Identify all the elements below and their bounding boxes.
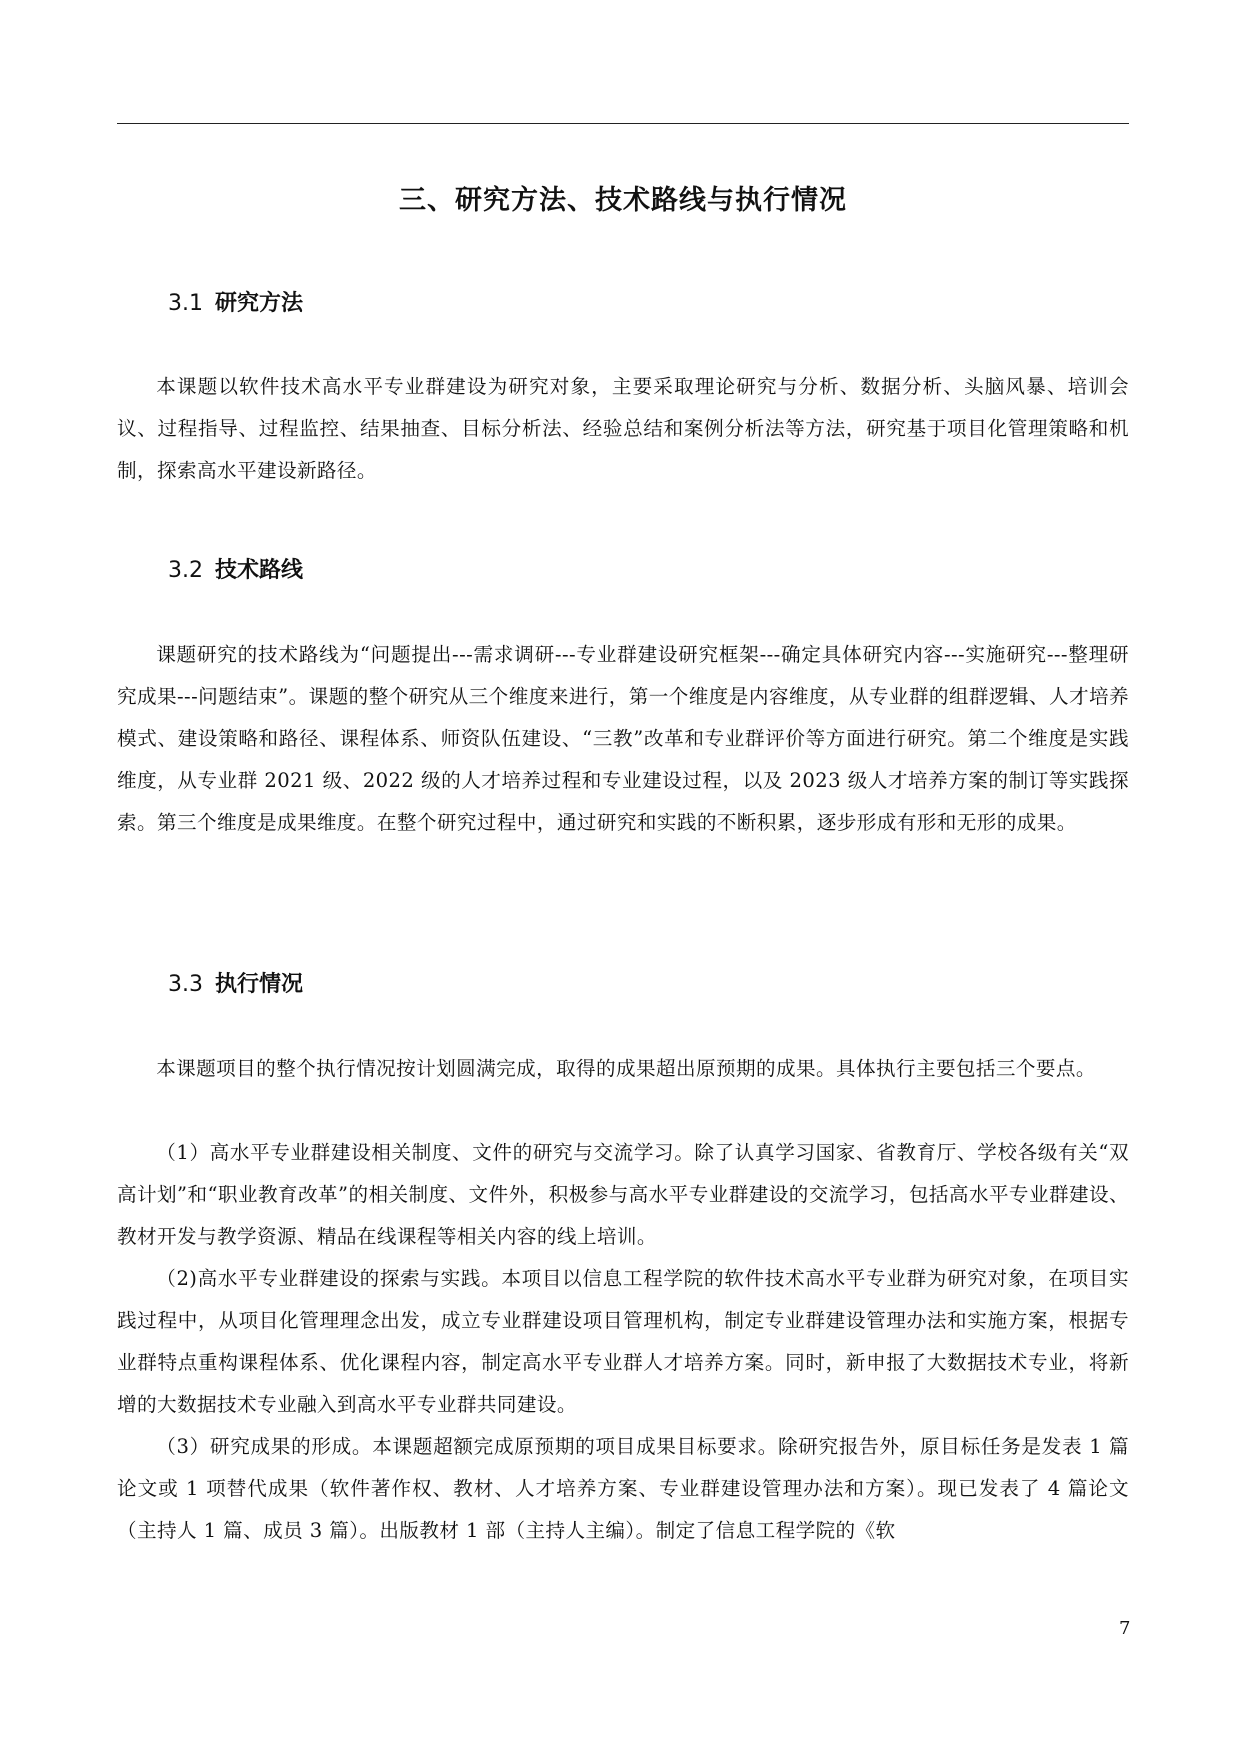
paragraph: 课题研究的技术路线为“问题提出---需求调研---专业群建设研究框架---确定具体研究内容---实施研究---整理研究成果---问题结束”。课题的整个研究从三个维度来进行，第一个维度是内容维度，从专业群的组群逻辑、人才培养模式、建设策略和路径、课程体系、师资队伍建设、“三教”改革和专业群评价等方面进行研究。第二个维度是实践维度，从专业群 2021 级、2022 级的人才培养过程和专业建设过程，以及 2023 级人才培养方案的制订等实践探索。第三个维度是成果维度。在整个研究过程中，通过研究和实践的不断积累，逐步形成有形和无形的成果。 — [117, 643, 1129, 834]
section-heading-3-3 — [168, 969, 303, 1001]
paragraph: （2)高水平专业群建设的探索与实践。本项目以信息工程学院的软件技术高水平专业群为研究对象，在项目实践过程中，从项目化管理理念出发，成立专业群建设项目管理机构，制定专业群建设管理办法和实施方案，根据专业群特点重构课程体系、优化课程内容，制定高水平专业群人才培养方案。同时，新申报了大数据技术专业，将新增的大数据技术专业融入到高水平专业群共同建设。 — [117, 1267, 1129, 1416]
section-title: 研究方法 — [215, 291, 304, 316]
header-rule — [117, 123, 1129, 124]
section-title: 执行情况 — [215, 972, 304, 997]
section-title: 技术路线 — [215, 558, 304, 583]
section-number: 3.2 — [168, 558, 203, 583]
paragraph: （1）高水平专业群建设相关制度、文件的研究与交流学习。除了认真学习国家、省教育厅、学校各级有关“双高计划”和“职业教育改革”的相关制度、文件外，积极参与高水平专业群建设的交流学习，包括高水平专业群建设、教材开发与教学资源、精品在线课程等相关内容的线上培训。 — [117, 1141, 1129, 1248]
page-number: 7 — [1119, 1618, 1131, 1639]
paragraph: （3）研究成果的形成。本课题超额完成原预期的项目成果目标要求。除研究报告外，原目标任务是发表 1 篇论文或 1 项替代成果（软件著作权、教材、人才培养方案、专业群建设管理办法和方案）。现已发表了 4 篇论文（主持人 1 篇、成员 3 篇）。出版教材 1 部（主持人主编）。制定了信息工程学院的《软 — [117, 1435, 1129, 1542]
section-heading-3-2 — [168, 555, 303, 587]
paragraph: 本课题项目的整个执行情况按计划圆满完成，取得的成果超出原预期的成果。具体执行主要包括三个要点。 — [156, 1057, 1096, 1080]
section-number: 3.3 — [168, 972, 203, 997]
section-number: 3.1 — [168, 291, 203, 316]
section-heading-3-1 — [168, 288, 303, 320]
page-title: 三、研究方法、技术路线与执行情况 — [399, 185, 847, 216]
paragraph: 本课题以软件技术高水平专业群建设为研究对象，主要采取理论研究与分析、数据分析、头脑风暴、培训会议、过程指导、过程监控、结果抽查、目标分析法、经验总结和案例分析法等方法，研究基于项目化管理策略和机制，探索高水平建设新路径。 — [117, 375, 1129, 482]
